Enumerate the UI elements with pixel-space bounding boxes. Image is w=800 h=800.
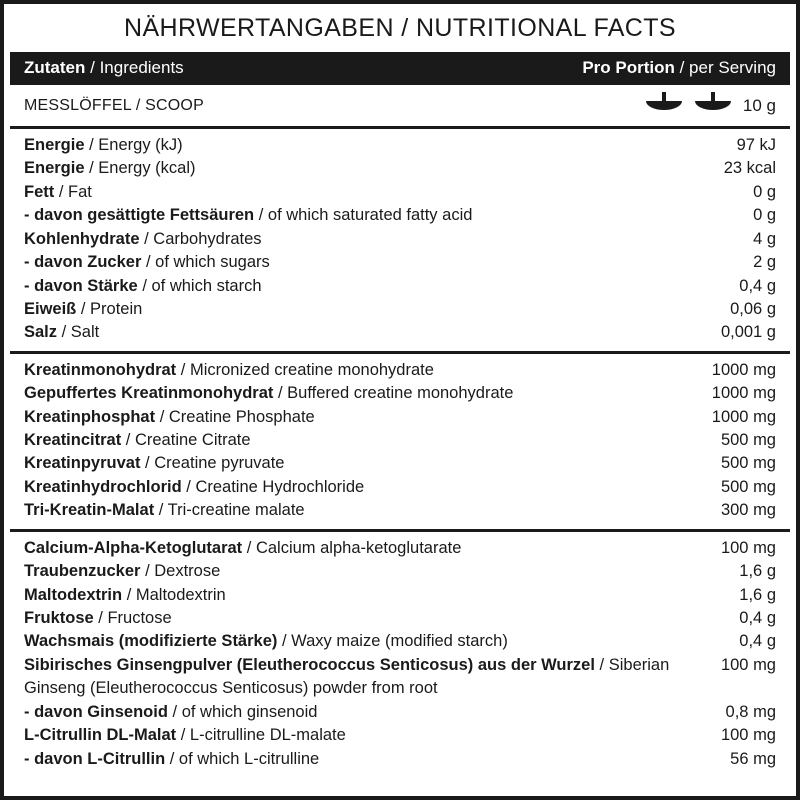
- row-label-de: - davon Stärke: [24, 276, 138, 295]
- section-creatine-matrix: [10, 354, 790, 532]
- table-row: [24, 584, 776, 607]
- row-label-en: / Tri-creatine malate: [158, 501, 305, 520]
- table-row: [24, 537, 776, 560]
- row-label-en: / of which saturated fatty acid: [258, 206, 473, 225]
- row-value: 1,6 g: [739, 585, 776, 604]
- table-row: [24, 298, 776, 321]
- row-value: 23 kcal: [723, 159, 776, 178]
- row-label-en: / Creatine Citrate: [125, 431, 251, 450]
- row-value: 0,4 g: [739, 609, 776, 628]
- row-label-de: Maltodextrin: [24, 585, 123, 604]
- table-row: [24, 382, 776, 405]
- row-label-de: Kreatinphosphat: [24, 407, 156, 426]
- table-row: [24, 204, 776, 227]
- row-label-en: / Fructose: [98, 609, 172, 628]
- row-label-de: Kreatincitrat: [24, 431, 122, 450]
- row-label-en: / Dextrose: [145, 562, 221, 581]
- row-value: 0,001 g: [720, 323, 776, 342]
- header-ingredients-en: / Ingredients: [90, 58, 184, 77]
- row-label-de: Kreatinhydrochlorid: [24, 477, 182, 496]
- table-header-bar: [10, 52, 790, 85]
- table-row: [24, 429, 776, 452]
- row-label-de: - davon Zucker: [24, 253, 142, 272]
- row-label-en: / Creatine pyruvate: [145, 454, 285, 473]
- row-label-de: Calcium-Alpha-Ketoglutarat: [24, 538, 243, 557]
- row-label-en: / Maltodextrin: [126, 585, 226, 604]
- row-label-en: / Fat: [58, 182, 92, 201]
- table-row: [24, 321, 776, 344]
- row-value: 2 g: [753, 253, 776, 272]
- row-value: 0,8 mg: [725, 702, 776, 721]
- row-label-en: / Energy (kcal): [89, 159, 196, 178]
- row-label-en: / Buffered creatine monohydrate: [277, 384, 514, 403]
- section-other-ingredients: [10, 532, 790, 777]
- row-label-de: Eiweiß: [24, 299, 77, 318]
- table-row: [24, 748, 776, 771]
- scoop-row: [10, 85, 790, 129]
- row-label-de: Kreatinpyruvat: [24, 454, 141, 473]
- row-label-de: - davon L-Citrullin: [24, 749, 166, 768]
- section-nutrition-basic: [10, 129, 790, 354]
- row-value: 100 mg: [720, 538, 776, 557]
- row-label-de: Fruktose: [24, 609, 94, 628]
- row-value: 500 mg: [720, 431, 776, 450]
- row-label-de: Kreatinmonohydrat: [24, 360, 177, 379]
- row-value: 56 mg: [730, 749, 776, 768]
- row-label-en: / Carbohydrates: [144, 229, 262, 248]
- table-row: [24, 251, 776, 274]
- row-label-de: L-Citrullin DL-Malat: [24, 726, 177, 745]
- table-row: [24, 724, 776, 747]
- row-value: 0 g: [753, 206, 776, 225]
- row-value: 100 mg: [720, 655, 776, 674]
- row-label-en: / Protein: [80, 299, 143, 318]
- table-row: [24, 157, 776, 180]
- header-serving-de: Pro Portion: [582, 58, 675, 77]
- row-label-en: / Waxy maize (modified starch): [281, 632, 508, 651]
- row-label-de: Energie: [24, 159, 85, 178]
- scoop-icon: [644, 92, 684, 119]
- table-row: [24, 499, 776, 522]
- row-label-en: / Energy (kJ): [89, 136, 183, 154]
- table-row: [24, 134, 776, 157]
- table-row: [24, 701, 776, 724]
- scoop-label: MESSLÖFFEL / SCOOP: [24, 96, 204, 114]
- scoop-icon: [693, 92, 733, 119]
- table-row: [24, 359, 776, 382]
- row-value: 0,4 g: [739, 632, 776, 651]
- row-value: 300 mg: [720, 501, 776, 520]
- row-value: 97 kJ: [736, 136, 776, 154]
- header-serving-en: / per Serving: [679, 58, 776, 77]
- row-label-de: Sibirisches Ginsengpulver (Eleutherococcus Senticosus) aus der Wurzel: [24, 655, 595, 674]
- row-value: 1000 mg: [711, 360, 776, 379]
- table-row: [24, 275, 776, 298]
- row-value: 1000 mg: [711, 384, 776, 403]
- row-label-en: / of which starch: [142, 276, 262, 295]
- row-value: 1,6 g: [739, 562, 776, 581]
- header-serving: [582, 58, 776, 78]
- row-label-en: / of which L-citrulline: [169, 749, 320, 768]
- page-title: NÄHRWERTANGABEN / NUTRITIONAL FACTS: [123, 14, 677, 42]
- table-row: [24, 476, 776, 499]
- row-label-de: Kohlenhydrate: [24, 229, 140, 248]
- row-value: 4 g: [753, 229, 776, 248]
- row-label-en: / Calcium alpha-ketoglutarate: [246, 538, 462, 557]
- row-label-en: / Salt: [61, 323, 100, 342]
- row-value: 500 mg: [720, 477, 776, 496]
- row-value: 500 mg: [720, 454, 776, 473]
- header-ingredients: [24, 58, 184, 78]
- row-label-en: / of which ginsenoid: [172, 702, 318, 721]
- table-row: [24, 406, 776, 429]
- row-label-en: / Siberian Ginseng (Eleutherococcus Senticosus) powder from root: [24, 655, 670, 698]
- row-label-en: / L-citrulline DL-malate: [180, 726, 346, 745]
- row-value: 0,4 g: [739, 276, 776, 295]
- table-row: [24, 607, 776, 630]
- row-label-de: Wachsmais (modifizierte Stärke): [24, 632, 278, 651]
- row-label-de: - davon Ginsenoid: [24, 702, 168, 721]
- row-label-de: Traubenzucker: [24, 562, 141, 581]
- row-value: 0,06 g: [730, 299, 776, 318]
- header-ingredients-de: Zutaten: [24, 58, 86, 77]
- scoop-amount: 10 g: [742, 95, 776, 115]
- row-label-de: Tri-Kreatin-Malat: [24, 501, 155, 520]
- row-label-de: - davon gesättigte Fettsäuren: [24, 206, 255, 225]
- row-value: 1000 mg: [711, 407, 776, 426]
- row-label-en: / of which sugars: [145, 253, 270, 272]
- table-row: [24, 630, 776, 653]
- table-row: [24, 560, 776, 583]
- row-label-de: Gepuffertes Kreatinmonohydrat: [24, 384, 274, 403]
- table-row: [24, 452, 776, 475]
- table-row: [24, 181, 776, 204]
- row-label-de: Salz: [24, 323, 58, 342]
- table-row: [24, 654, 776, 701]
- table-row: [24, 228, 776, 251]
- row-label-de: Energie: [24, 136, 85, 154]
- row-label-de: Fett: [24, 182, 55, 201]
- row-label-en: / Creatine Phosphate: [159, 407, 315, 426]
- row-value: 0 g: [753, 182, 776, 201]
- row-label-en: / Micronized creatine monohydrate: [180, 360, 434, 379]
- row-label-en: / Creatine Hydrochloride: [186, 477, 365, 496]
- row-value: 100 mg: [720, 726, 776, 745]
